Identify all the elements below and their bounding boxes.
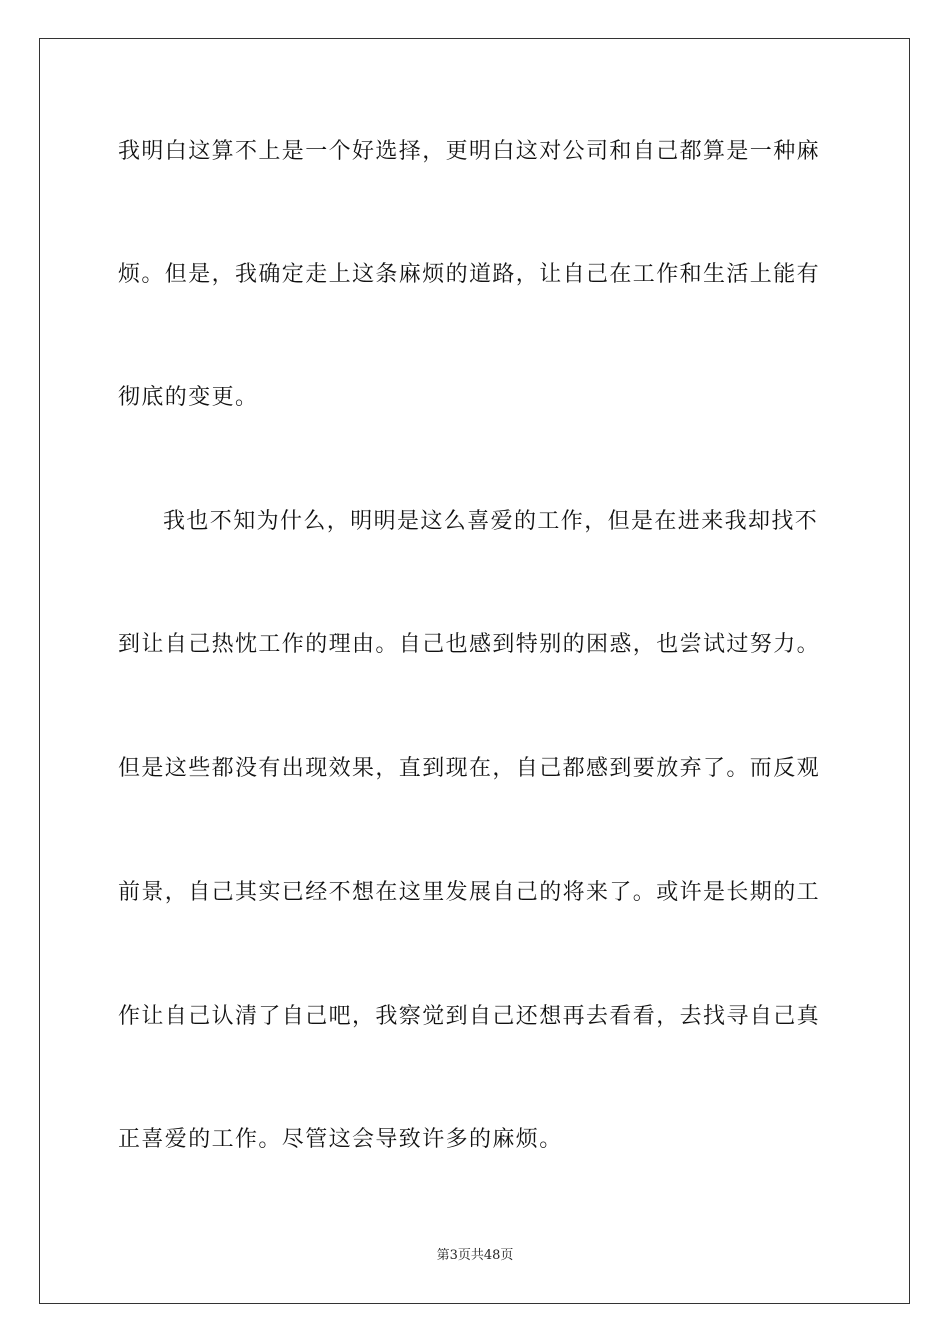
paragraph-line-5: 到让自己热忱工作的理由。自己也感到特别的困惑，也尝试过努力。 bbox=[118, 632, 821, 657]
paragraph-line-6: 但是这些都没有出现效果，直到现在，自己都感到要放弃了。而反观 bbox=[118, 756, 821, 781]
paragraph-line-3: 彻底的变更。 bbox=[118, 385, 259, 410]
page-border bbox=[39, 38, 910, 1304]
page-footer bbox=[0, 1247, 950, 1265]
paragraph-line-7: 前景，自己其实已经不想在这里发展自己的将来了。或许是长期的工 bbox=[118, 880, 821, 905]
paragraph-line-9: 正喜爱的工作。尽管这会导致许多的麻烦。 bbox=[118, 1127, 563, 1152]
paragraph-line-8: 作让自己认清了自己吧，我察觉到自己还想再去看看，去找寻自己真 bbox=[118, 1004, 821, 1029]
paragraph-line-2: 烦。但是，我确定走上这条麻烦的道路，让自己在工作和生活上能有 bbox=[118, 262, 821, 287]
paragraph-line-4: 我也不知为什么，明明是这么喜爱的工作，但是在进来我却找不 bbox=[163, 509, 819, 534]
current-page-number: 第3页 bbox=[436, 1248, 471, 1263]
total-page-count: 共48页 bbox=[470, 1248, 514, 1263]
paragraph-line-1: 我明白这算不上是一个好选择，更明白这对公司和自己都算是一种麻 bbox=[118, 139, 821, 164]
